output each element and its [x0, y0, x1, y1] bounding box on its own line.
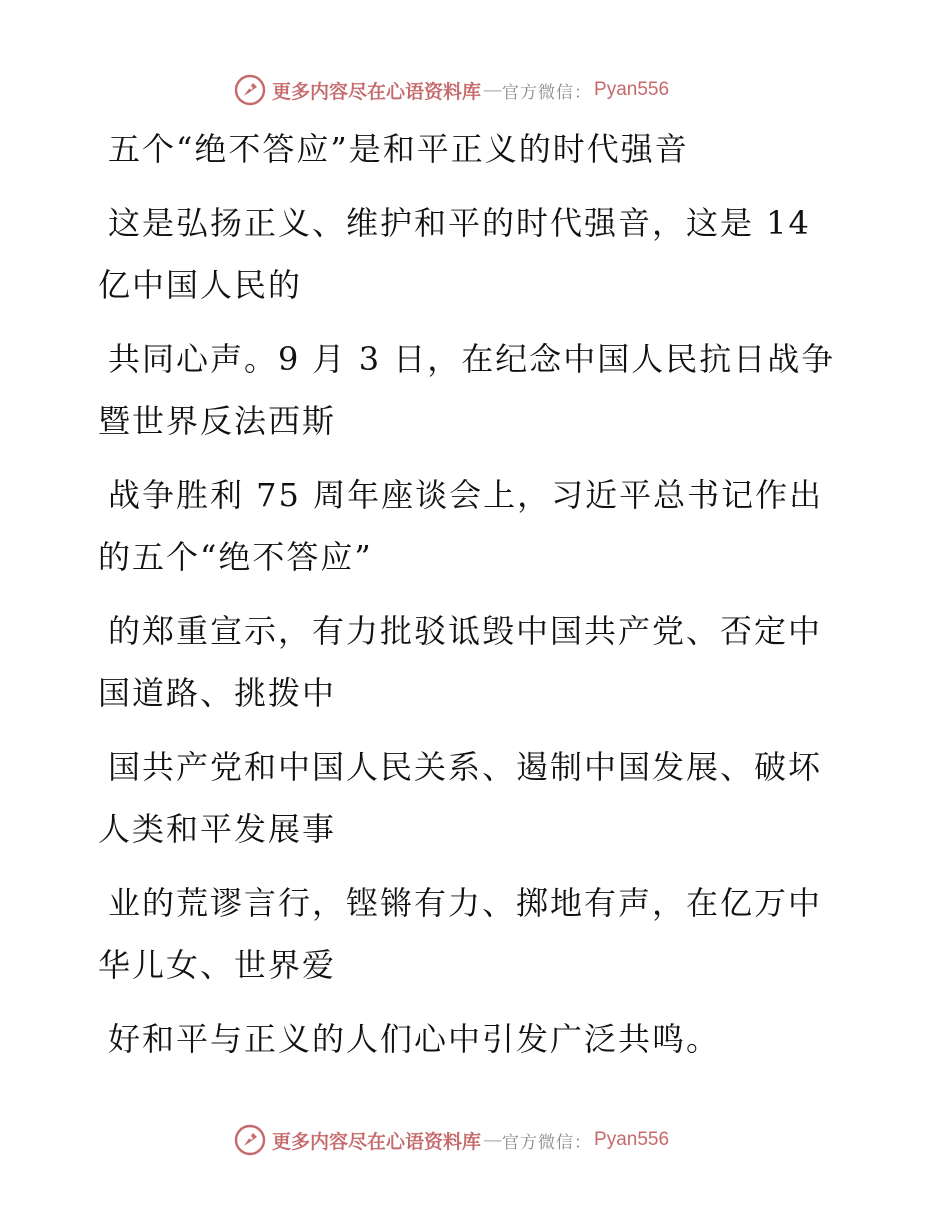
- watermark-wechat-label: 官方微信：: [502, 82, 593, 103]
- watermark-wechat-id: Pyan556: [594, 79, 670, 100]
- paragraph-line: 业的荒谬言行，铿锵有力、掷地有声，在亿万中华儿女、世界爱: [98, 884, 823, 984]
- watermark-main-text: 更多内容尽在心语资料库: [272, 1130, 482, 1153]
- paragraph-line: 的郑重宣示，有力批驳诋毁中国共产党、否定中国道路、挑拨中: [98, 612, 823, 712]
- paragraph-line: 好和平与正义的人们心中引发广泛共鸣。: [108, 1020, 721, 1058]
- watermark-separator: —: [483, 79, 503, 101]
- document-body: [98, 118, 843, 1082]
- watermark-wechat-label: 官方微信：: [502, 1132, 593, 1153]
- watermark-separator: —: [483, 1129, 503, 1151]
- paragraph-line: 这是弘扬正义、维护和平的时代强音，这是 14 亿中国人民的: [98, 204, 811, 304]
- watermark-main-text: 更多内容尽在心语资料库: [272, 80, 482, 103]
- footer-watermark: [234, 1122, 669, 1158]
- watermark-wechat-id: Pyan556: [594, 1129, 670, 1150]
- document-title: 五个“绝不答应”是和平正义的时代强音: [108, 130, 689, 168]
- pen-nib-logo-icon: [234, 1124, 266, 1156]
- header-watermark: [234, 72, 669, 108]
- pen-nib-logo-icon: [234, 74, 266, 106]
- paragraph-line: 国共产党和中国人民关系、遏制中国发展、破坏人类和平发展事: [98, 748, 823, 848]
- paragraph-line: 战争胜利 75 周年座谈会上，习近平总书记作出的五个“绝不答应”: [98, 476, 824, 576]
- paragraph-line: 共同心声。9 月 3 日，在纪念中国人民抗日战争暨世界反法西斯: [98, 340, 836, 440]
